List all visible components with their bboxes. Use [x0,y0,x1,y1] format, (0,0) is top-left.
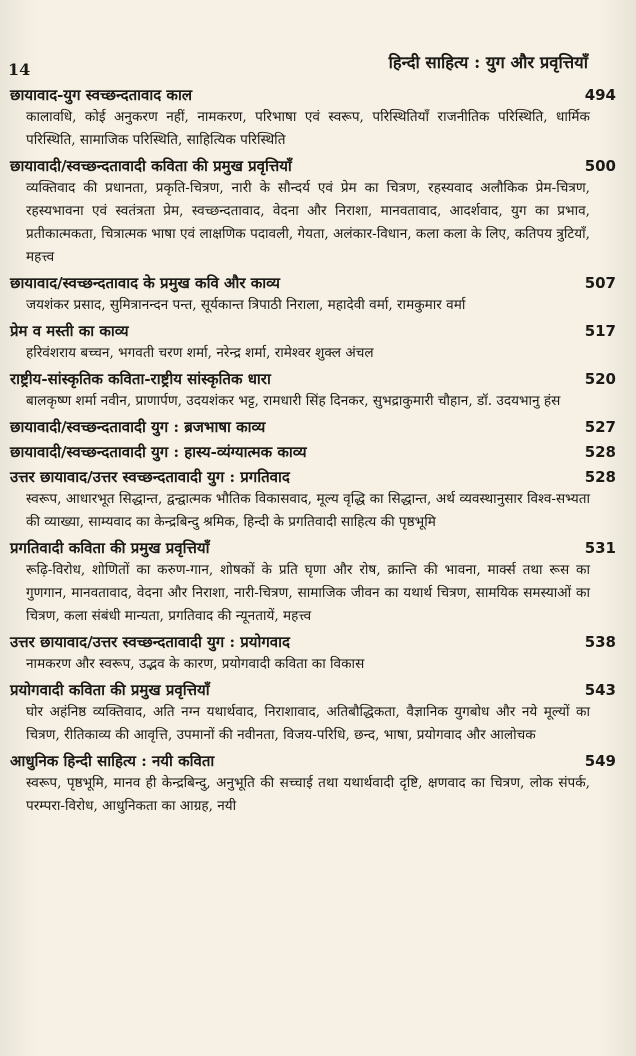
entry-page-number: 528 [584,443,616,461]
toc-entry [10,368,616,413]
entry-page-number: 517 [584,322,616,340]
entry-title: छायावाद/स्वच्छन्दतावाद के प्रमुख कवि और काव्य [10,274,280,292]
entry-description: रूढ़ि-विरोध, शोणितों का करुण-गान, शोषकों के प्रति घृणा और रोष, क्रान्ति की भावना, मार्क्स तथा रूस का गुणगान, मानवतावाद, वेदना और निराशा, नारी-चित्रण, सामाजिक जीवन का यथार्थ चित्रण, सामयिक समस्याओं का चित्रण, कला संबंधी मान्यता, प्रगतिवाद की न्यूनतायें, महत्त्व [26,562,590,624]
entry-page-number: 528 [584,468,616,486]
entry-title: छायावादी/स्वच्छन्दतावादी युग : हास्य-व्यंग्यात्मक काव्य [10,443,307,461]
entry-title: प्रगतिवादी कविता की प्रमुख प्रवृत्तियाँ [10,539,210,557]
entry-description: हरिवंशराय बच्चन, भगवती चरण शर्मा, नरेन्द्र शर्मा, रामेश्वर शुक्ल अंचल [26,345,374,361]
entry-description: कालावधि, कोई अनुकरण नहीं, नामकरण, परिभाषा एवं स्वरूप, परिस्थितियाँ राजनीतिक परिस्थिति, धार्मिक परिस्थिति, सामाजिक परिस्थिति, साहित्यिक परिस्थिति [26,109,590,148]
entry-title: छायावादी/स्वच्छन्दतावादी युग : ब्रजभाषा काव्य [10,418,266,436]
toc-entry [10,631,616,676]
toc-entry [10,537,616,628]
entry-page-number: 538 [584,633,616,651]
toc-entry [10,679,616,747]
entry-page-number: 527 [584,418,616,436]
entry-page-number: 507 [584,274,616,292]
toc-entry [10,155,616,269]
entry-title: छायावादी/स्वच्छन्दतावादी कविता की प्रमुख प्रवृत्तियाँ [10,157,292,175]
entry-title: उत्तर छायावाद/उत्तर स्वच्छन्दतावादी युग : प्रगतिवाद [10,468,290,486]
toc-entry [10,441,616,463]
toc-entry [10,466,616,534]
entry-description: बालकृष्ण शर्मा नवीन, प्राणार्पण, उदयशंकर भट्ट, रामधारी सिंह दिनकर, सुभद्राकुमारी चौहान, डॉ. उदयभानु हंस [26,393,561,409]
page-number: 14 [8,60,31,79]
entry-description: स्वरूप, पृष्ठभूमि, मानव ही केन्द्रबिन्दु, अनुभूति की सच्चाई तथा यथार्थवादी दृष्टि, क्षणवाद का चित्रण, लोक संपर्क, परम्परा-विरोध, आधुनिकता का आग्रह, नयी [26,775,590,814]
entry-title: आधुनिक हिन्दी साहित्य : नयी कविता [10,752,215,770]
entry-page-number: 543 [584,681,616,699]
entry-title: उत्तर छायावाद/उत्तर स्वच्छन्दतावादी युग : प्रयोगवाद [10,633,290,651]
running-header: हिन्दी साहित्य : युग और प्रवृत्तियाँ [388,53,588,72]
toc-entry [10,750,616,818]
entry-description: स्वरूप, आधारभूत सिद्धान्त, द्वन्द्वात्मक भौतिक विकासवाद, मूल्य वृद्धि का सिद्धान्त, अर्थ व्यवस्थानुसार विश्व-सभ्यता की व्याख्या, साम्यवाद का केन्द्रबिन्दु श्रमिक, हिन्दी के प्रगतिवादी साहित्य की पृष्ठभूमि [26,491,590,530]
toc-entry [10,320,616,365]
entry-page-number: 520 [584,370,616,388]
entry-page-number: 531 [584,539,616,557]
toc-entry [10,272,616,317]
toc-entry [10,84,616,152]
entry-description: घोर अहंनिष्ठ व्यक्तिवाद, अति नग्न यथार्थवाद, निराशावाद, अतिबौद्धिकता, वैज्ञानिक युगबोध और नये मूल्यों का चित्रण, रीतिकाव्य की आवृत्ति, उपमानों की नवीनता, विजय-परिधि, छन्द, भाषा, प्रयोगवाद और आलोचक [26,704,590,743]
entry-description: व्यक्तिवाद की प्रधानता, प्रकृति-चित्रण, नारी के सौन्दर्य एवं प्रेम का चित्रण, रहस्यवाद अलौकिक प्रेम-चित्रण, रहस्यभावना एवं स्वतंत्रता प्रेम, स्वच्छन्दतावाद, वेदना और निराशा, मानवतावाद, आदर्शवाद, युग का प्रभाव, प्रतीकात्मकता, चित्रात्मक भाषा एवं लाक्षणिक पदावली, गेयता, अलंकार-विधान, कला कला के लिए, कतिपय त्रुटियाँ, महत्त्व [26,180,590,265]
entry-title: छायावाद-युग स्वच्छन्दतावाद काल [10,86,193,104]
entry-title: प्रेम व मस्ती का काव्य [10,322,129,340]
entry-description: जयशंकर प्रसाद, सुमित्रानन्दन पन्त, सूर्यकान्त त्रिपाठी निराला, महादेवी वर्मा, रामकुमार वर्मा [26,297,466,313]
toc-entry [10,416,616,438]
entry-title: प्रयोगवादी कविता की प्रमुख प्रवृत्तियाँ [10,681,210,699]
entry-description: नामकरण और स्वरूप, उद्भव के कारण, प्रयोगवादी कविता का विकास [26,656,365,672]
entry-page-number: 500 [584,157,616,175]
entry-page-number: 549 [584,752,616,770]
table-of-contents [10,84,616,821]
entry-page-number: 494 [584,86,616,104]
entry-title: राष्ट्रीय-सांस्कृतिक कविता-राष्ट्रीय सांस्कृतिक धारा [10,370,271,388]
